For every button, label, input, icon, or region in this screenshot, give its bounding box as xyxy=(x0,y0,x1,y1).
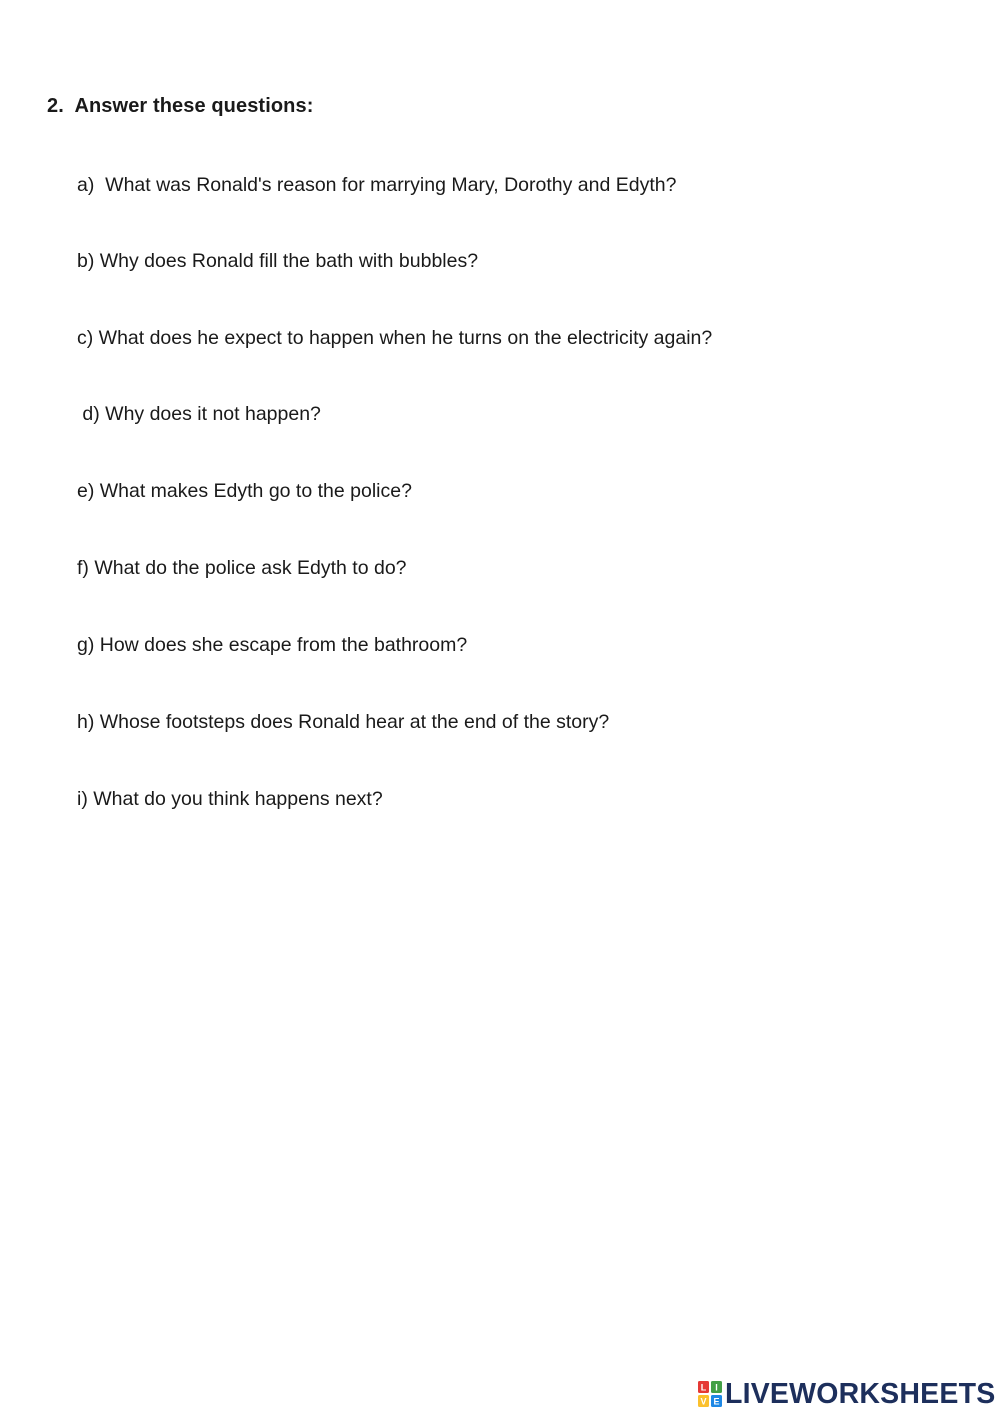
liveworksheets-brand xyxy=(698,1379,995,1409)
question-i: i) What do you think happens next? xyxy=(77,788,383,810)
question-a: a) What was Ronald's reason for marrying Mary, Dorothy and Edyth? xyxy=(77,174,677,196)
question-g: g) How does she escape from the bathroom? xyxy=(77,634,468,656)
question-h: h) Whose footsteps does Ronald hear at the end of the story? xyxy=(77,711,610,733)
question-c: c) What does he expect to happen when he turns on the electricity again? xyxy=(77,327,713,349)
question-f: f) What do the police ask Edyth to do? xyxy=(77,557,407,579)
question-b: b) Why does Ronald fill the bath with bubbles? xyxy=(77,250,479,272)
svg-text:L: L xyxy=(700,1382,707,1393)
question-d: d) Why does it not happen? xyxy=(77,403,321,425)
svg-text:E: E xyxy=(713,1396,720,1407)
section-heading: 2. Answer these questions: xyxy=(47,95,314,117)
svg-text:V: V xyxy=(700,1396,707,1407)
question-e: e) What makes Edyth go to the police? xyxy=(77,480,412,502)
svg-text:I: I xyxy=(715,1382,718,1393)
brand-name: LIVEWORKSHEETS xyxy=(725,1378,996,1410)
liveworksheets-logo-icon xyxy=(698,1381,722,1407)
